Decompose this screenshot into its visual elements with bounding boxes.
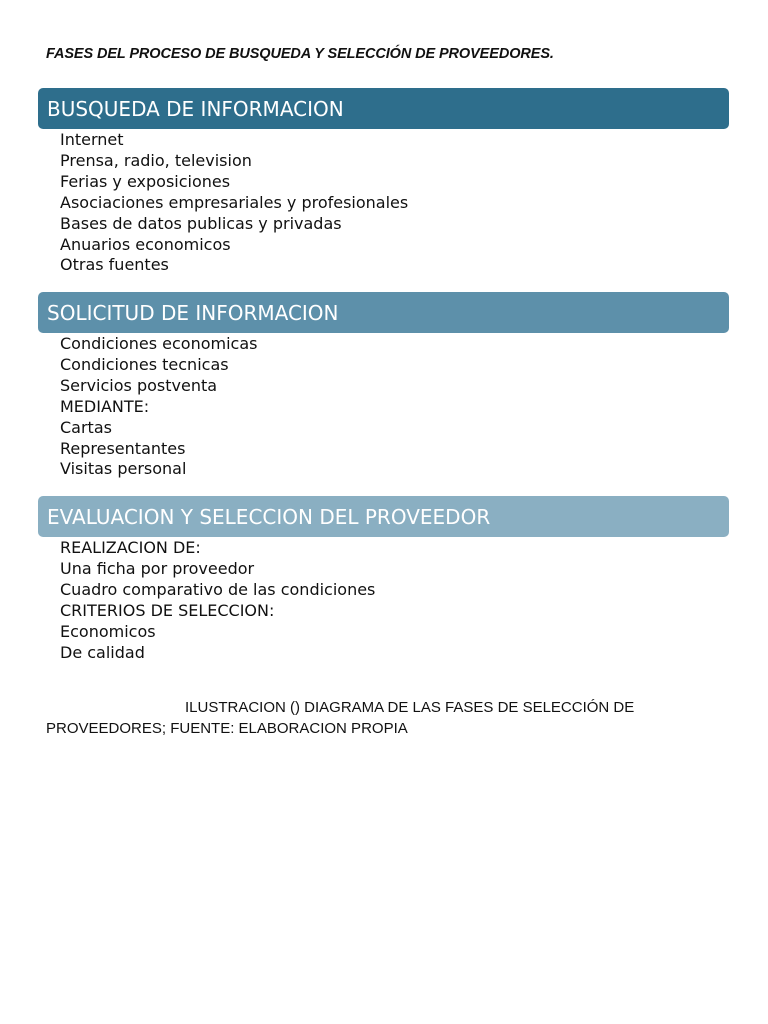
- list-item: Asociaciones empresariales y profesionales: [60, 192, 409, 212]
- list-item: Condiciones economicas: [60, 334, 258, 353]
- section-evaluacion-seleccion: [38, 496, 729, 663]
- figure-caption: [46, 697, 686, 739]
- section-item-list: [38, 538, 729, 663]
- list-item: Condiciones tecnicas: [60, 354, 229, 374]
- section-item-list: [38, 334, 729, 480]
- section-solicitud-informacion: [38, 292, 729, 480]
- list-item: Economicos: [60, 621, 156, 641]
- document-title: FASES DEL PROCESO DE BUSQUEDA Y SELECCIÓN DE PROVEEDORES.: [46, 46, 554, 62]
- caption-line-1: ILUSTRACION () DIAGRAMA DE LAS FASES DE SELECCIÓN DE: [185, 699, 635, 716]
- section-item-list: [38, 130, 729, 276]
- section-header: BUSQUEDA DE INFORMACION: [38, 88, 729, 129]
- list-item: Una ficha por proveedor: [60, 558, 255, 578]
- list-item: REALIZACION DE:: [60, 538, 201, 557]
- list-item: Cuadro comparativo de las condiciones: [60, 579, 376, 599]
- list-item: Representantes: [60, 438, 186, 458]
- list-item: Ferias y exposiciones: [60, 171, 231, 191]
- list-item: Servicios postventa: [60, 375, 218, 395]
- list-item: Anuarios economicos: [60, 234, 231, 254]
- section-header: SOLICITUD DE INFORMACION: [38, 292, 729, 333]
- list-item: Internet: [60, 130, 124, 149]
- section-busqueda-informacion: [38, 88, 729, 276]
- list-item: Otras fuentes: [60, 255, 169, 275]
- list-item: Bases de datos publicas y privadas: [60, 213, 342, 233]
- list-item: Prensa, radio, television: [60, 150, 252, 170]
- list-item: De calidad: [60, 642, 145, 662]
- list-item: Cartas: [60, 417, 112, 437]
- list-item: MEDIANTE:: [60, 396, 150, 416]
- list-item: Visitas personal: [60, 459, 187, 479]
- caption-line-2: PROVEEDORES; FUENTE: ELABORACION PROPIA: [46, 720, 408, 737]
- list-item: CRITERIOS DE SELECCION:: [60, 600, 275, 620]
- section-header: EVALUACION Y SELECCION DEL PROVEEDOR: [38, 496, 729, 537]
